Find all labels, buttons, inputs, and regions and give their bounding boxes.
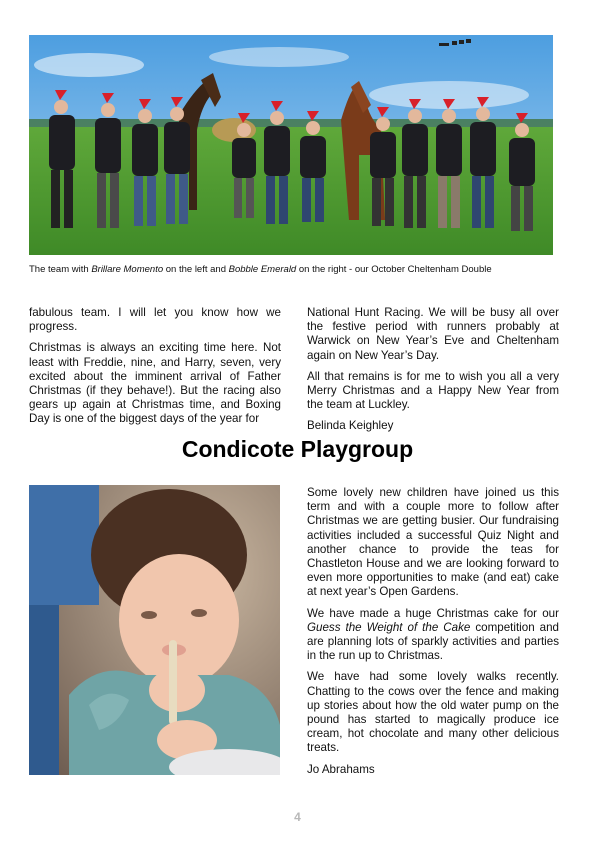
competition-name: Guess the Weight of the Cake: [307, 620, 471, 634]
racing-article-right-column: [307, 306, 559, 441]
paragraph: National Hunt Racing. We will be busy all over the festive period with runners probably at Warwick on New Year’s Eve and Cheltenham again on New Year’s Day.: [307, 306, 559, 362]
page-number: 4: [294, 810, 301, 824]
caption-horse-left: Brillare Momento: [91, 264, 164, 275]
paragraph-text: We have made a huge Christmas cake for our: [307, 606, 559, 620]
paragraph-text: competition and are planning lots of sparkly activities and parties in the run up to Christmas.: [307, 620, 559, 663]
signature: Belinda Keighley: [307, 419, 394, 433]
paragraph: Some lovely new children have joined us this term and with a couple more to follow after Christmas we are getting busier. Our fundraising activities included a successful Quiz Night and another chance to provide the teas for Chastleton House and we are looking forward to even more opportunities to make (and eat) cake at next year’s Open Gardens.: [307, 486, 559, 599]
caption-text: The team with: [29, 264, 92, 275]
caption-horse-right: Bobble Emerald: [228, 264, 297, 275]
paragraph: All that remains is for me to wish you all a very Merry Christmas and a Happy New Year from the team at Luckley.: [307, 369, 559, 412]
playgroup-article-column: [307, 486, 559, 784]
signature: Jo Abrahams: [307, 762, 375, 776]
caption-text: on the left and: [163, 264, 229, 275]
paragraph: We have had some lovely walks recently. Chatting to the cows over the fence and making up stories about how the old water pump on the pound has started to magically produce ice cream, hot chocolate and many other delicious treats.: [307, 670, 559, 755]
photo-caption: [29, 264, 559, 276]
paragraph: [307, 607, 559, 664]
child-photo-illustration: [29, 485, 280, 775]
section-heading: Condicote Playgroup: [181, 436, 414, 462]
racing-article-left-column: [29, 306, 281, 434]
paragraph: fabulous team. I will let you know how we progress.: [29, 306, 281, 334]
child-photo: [29, 485, 280, 775]
team-photo-illustration: [29, 35, 553, 255]
paragraph: Christmas is always an exciting time here. Not least with Freddie, nine, and Harry, seven, very excited about the imminent arrival of Father Christmas (if they behave!). But the racing also gears up again at Christmas time, and Boxing Day is one of the biggest days of the year for: [29, 341, 281, 426]
caption-text: on the right - our October Cheltenham Double: [296, 264, 492, 275]
team-photo: [29, 35, 553, 255]
